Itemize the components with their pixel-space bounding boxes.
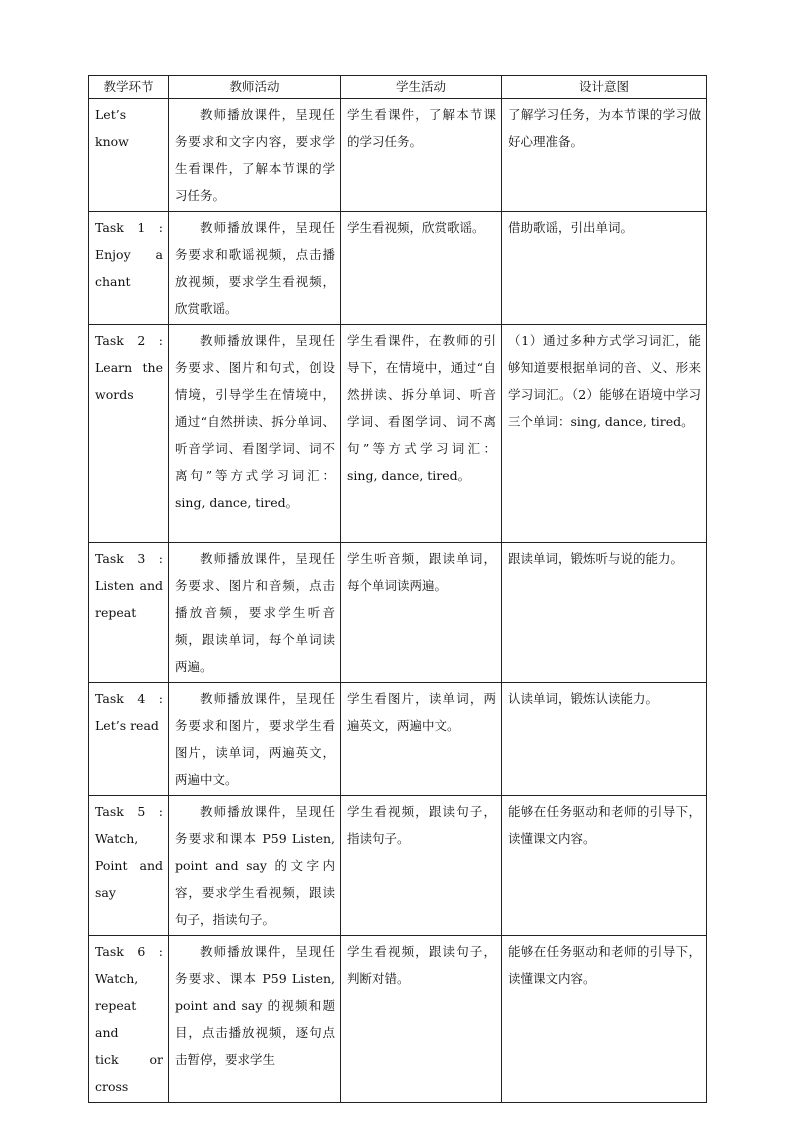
cell-stage [89,212,169,325]
stage-line: repeat [95,605,137,620]
stage-line: Point and [95,858,163,873]
cell-design-intent: 认读单词，锻炼认读能力。 [502,683,707,796]
cell-teacher-activity: 教师播放课件，呈现任务要求和图片，要求学生看图片，读单词，两遍英文，两遍中文。 [169,683,341,796]
cell-student-activity: 学生看图片，读单词，两遍英文，两遍中文。 [341,683,502,796]
cell-design-intent: 能够在任务驱动和老师的引导下，读懂课文内容。 [502,936,707,1103]
table-row [89,325,707,543]
cell-teacher-activity: 教师播放课件，呈现任务要求、图片和音频，点击播放音频，要求学生听音频，跟读单词，每个单词读两遍。 [169,543,341,683]
stage-line: repeat and [95,998,137,1040]
cell-student-activity: 学生看视频，跟读句子，判断对错。 [341,936,502,1103]
lesson-plan-table [88,75,707,1103]
cell-teacher-activity: 教师播放课件，呈现任务要求、课本 P59 Listen, point and say 的视频和题目，点击播放视频，逐句点击暂停，要求学生 [169,936,341,1103]
stage-line: words [95,387,134,402]
table-row [89,796,707,936]
stage-line: tick or [95,1052,163,1067]
stage-line: Let’s know [95,107,129,149]
stage-line: say [95,885,116,900]
header-stage: 教学环节 [89,76,169,99]
cell-student-activity: 学生看视频，跟读句子，指读句子。 [341,796,502,936]
cell-design-intent: （1）通过多种方式学习词汇，能够知道要根据单词的音、义、形来学习词汇。（2）能够在语境中学习三个单词：sing, dance, tired。 [502,325,707,543]
stage-line: Task 4 : [95,691,163,706]
cell-stage [89,936,169,1103]
cell-student-activity: 学生看课件，了解本节课的学习任务。 [341,99,502,212]
table-row [89,683,707,796]
header-design-intent: 设计意图 [502,76,707,99]
cell-design-intent: 了解学习任务，为本节课的学习做好心理准备。 [502,99,707,212]
stage-line: cross [95,1079,129,1094]
stage-line: Learn the [95,360,163,375]
cell-teacher-activity: 教师播放课件，呈现任务要求和课本 P59 Listen, point and say 的文字内容，要求学生看视频，跟读句子，指读句子。 [169,796,341,936]
cell-stage [89,325,169,543]
stage-line: Task 1 : [95,220,163,235]
stage-line: Let’s read [95,718,159,733]
stage-line: Enjoy a [95,247,163,262]
stage-line: Watch, [95,971,139,986]
stage-line: Task 6 : [95,944,163,959]
stage-line: Watch, [95,831,139,846]
table-row [89,543,707,683]
cell-teacher-activity: 教师播放课件，呈现任务要求和歌谣视频，点击播放视频，要求学生看视频，欣赏歌谣。 [169,212,341,325]
cell-stage [89,99,169,212]
cell-stage [89,796,169,936]
header-student-activity: 学生活动 [341,76,502,99]
cell-student-activity: 学生看视频，欣赏歌谣。 [341,212,502,325]
cell-stage [89,683,169,796]
header-teacher-activity: 教师活动 [169,76,341,99]
stage-line: Task 5 : [95,804,163,819]
table-row [89,936,707,1103]
cell-stage [89,543,169,683]
stage-line: Task 3 : [95,551,163,566]
cell-design-intent: 借助歌谣，引出单词。 [502,212,707,325]
stage-line: Listen and [95,578,163,593]
table-body [89,99,707,1103]
cell-teacher-activity: 教师播放课件，呈现任务要求、图片和句式，创设情境，引导学生在情境中，通过“自然拼读、拆分单词、听音学词、看图学词、词不离句”等方式学习词汇：sing, dance, tired。 [169,325,341,543]
table-row [89,212,707,325]
stage-line: chant [95,274,131,289]
cell-teacher-activity: 教师播放课件，呈现任务要求和文字内容，要求学生看课件，了解本节课的学习任务。 [169,99,341,212]
cell-student-activity: 学生看课件，在教师的引导下，在情境中，通过“自然拼读、拆分单词、听音学词、看图学词、词不离句”等方式学习词汇：sing, dance, tired。 [341,325,502,543]
cell-design-intent: 跟读单词，锻炼听与说的能力。 [502,543,707,683]
cell-design-intent: 能够在任务驱动和老师的引导下，读懂课文内容。 [502,796,707,936]
stage-line: Task 2 : [95,333,163,348]
cell-student-activity: 学生听音频，跟读单词，每个单词读两遍。 [341,543,502,683]
table-header-row [89,76,707,99]
table-row [89,99,707,212]
